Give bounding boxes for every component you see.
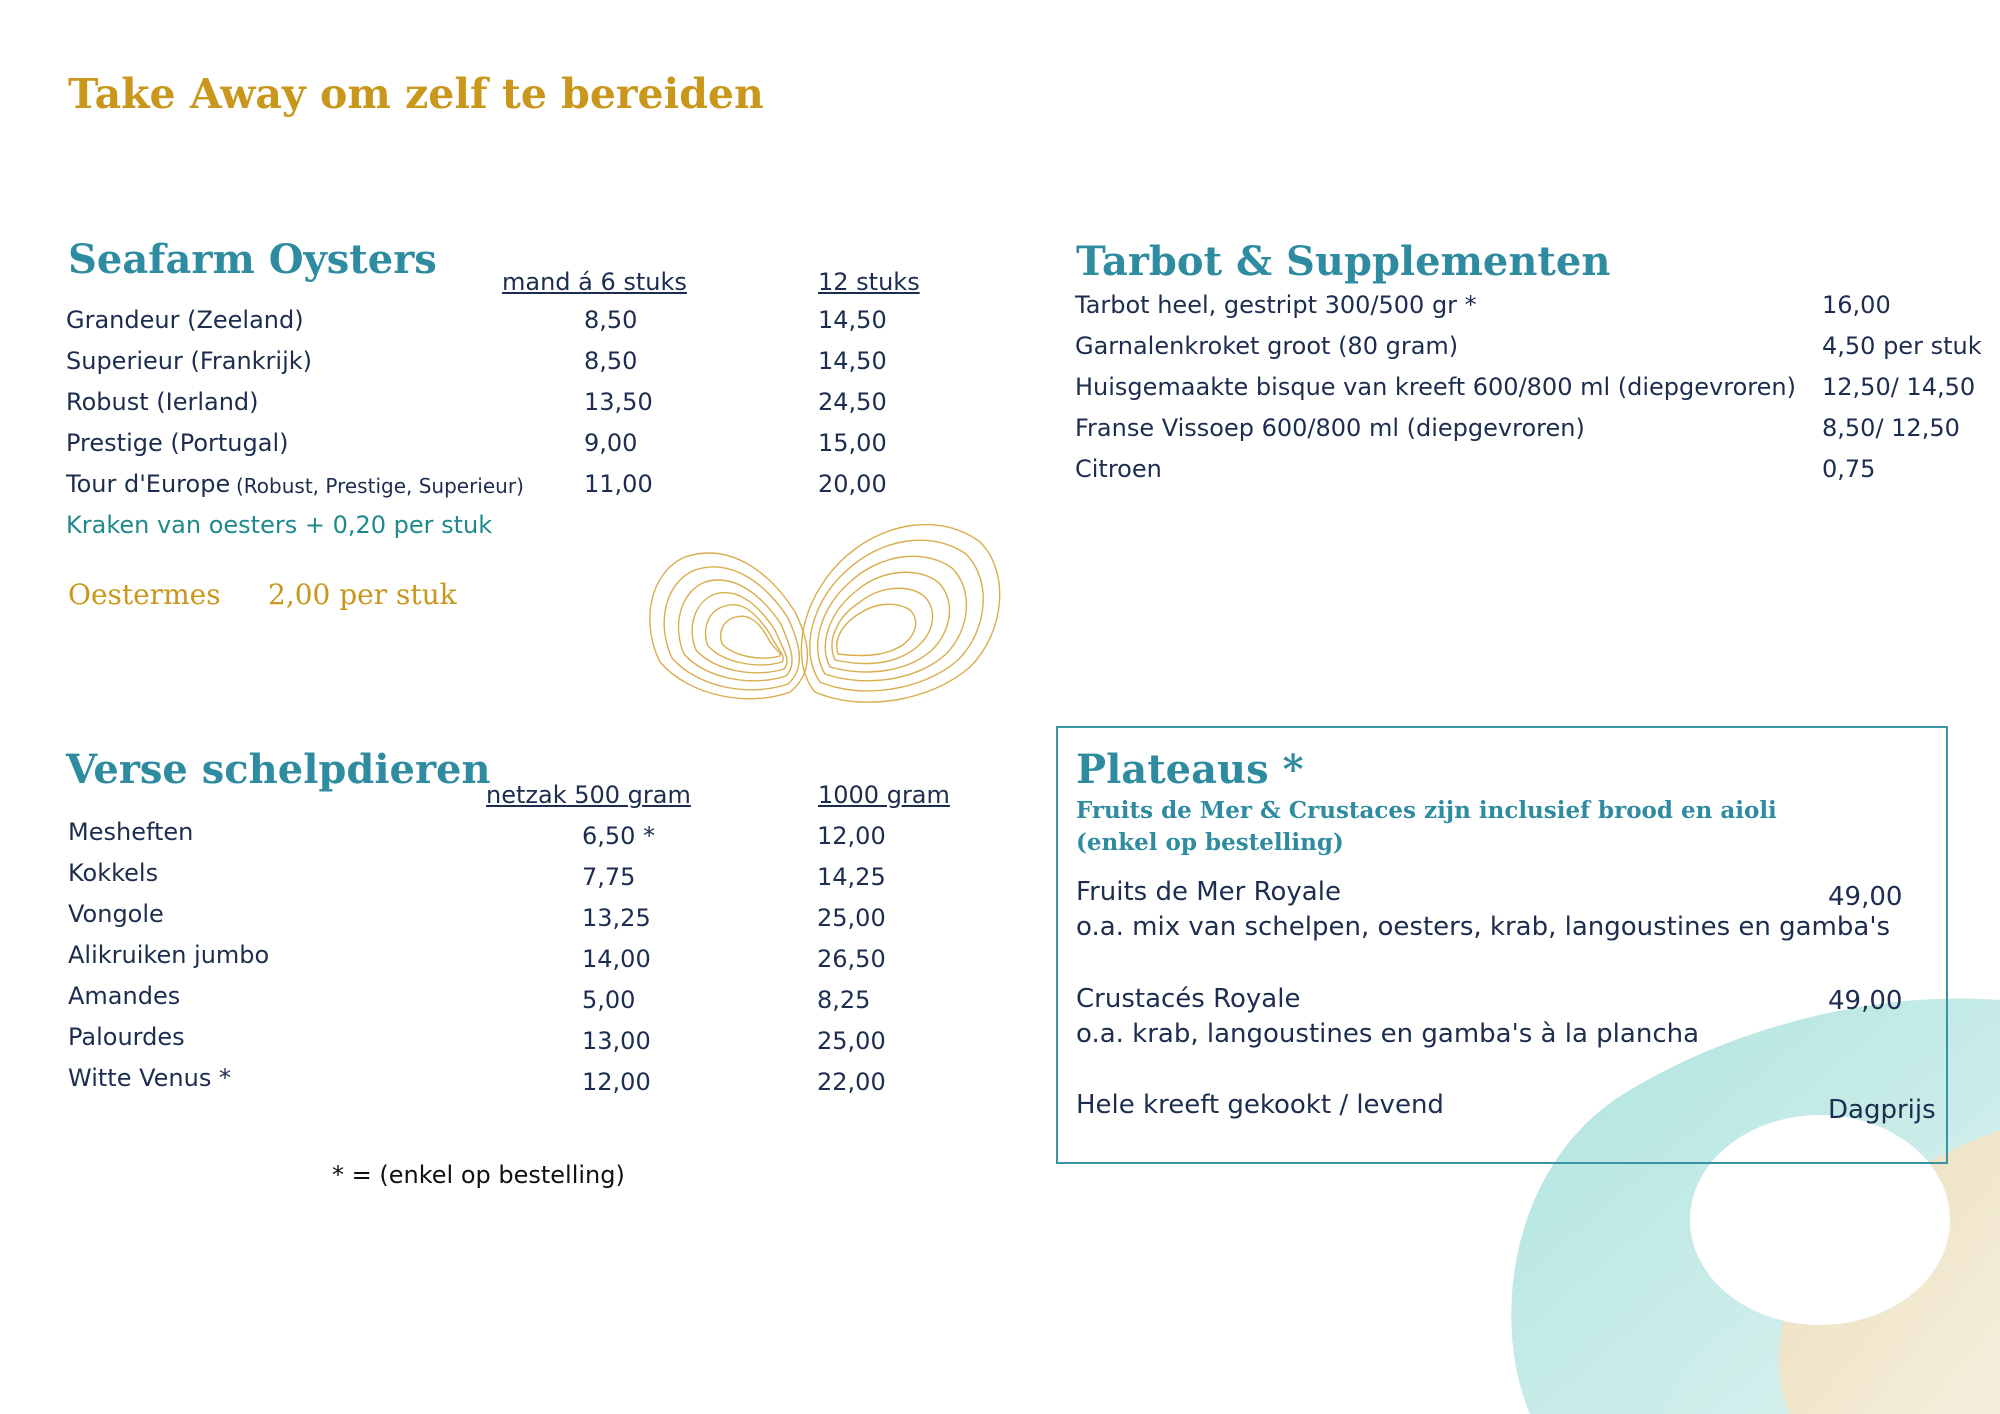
shellfish-price-1000: 8,25	[817, 986, 871, 1014]
footnote: * = (enkel op bestelling)	[332, 1161, 625, 1189]
shellfish-price-1000: 25,00	[817, 904, 886, 932]
shellfish-price-500: 6,50 *	[582, 822, 656, 850]
shellfish-price-1000: 12,00	[817, 822, 886, 850]
tarbot-item-name: Citroen	[1075, 455, 1162, 483]
oysters-col-6: mand á 6 stuks	[502, 268, 687, 296]
shellfish-name: Palourdes	[68, 1023, 185, 1051]
oestermes-label: Oestermes	[68, 578, 221, 611]
tarbot-item-name: Tarbot heel, gestript 300/500 gr *	[1075, 291, 1477, 319]
shellfish-price-500: 12,00	[582, 1068, 651, 1096]
oyster-name: Robust (Ierland)	[66, 388, 259, 416]
oyster-price-12: 24,50	[818, 388, 887, 416]
shellfish-col-1000: 1000 gram	[818, 781, 950, 809]
shellfish-price-1000: 22,00	[817, 1068, 886, 1096]
plateau-item-price: 49,00	[1828, 882, 1903, 912]
page-title: Take Away om zelf te bereiden	[68, 70, 764, 118]
tarbot-item-name: Franse Vissoep 600/800 ml (diepgevroren)	[1075, 414, 1585, 442]
tarbot-item-price: 8,50/ 12,50	[1822, 414, 1960, 442]
plateau-item-price: Dagprijs	[1828, 1095, 1936, 1125]
oyster-price-6: 8,50	[584, 347, 638, 375]
oyster-price-6: 11,00	[584, 470, 653, 498]
oyster-price-12: 20,00	[818, 470, 887, 498]
oyster-name: Prestige (Portugal)	[66, 429, 289, 457]
plateaus-heading: Plateaus *	[1076, 746, 1304, 793]
oyster-name: Tour d'Europe	[66, 470, 231, 498]
shellfish-price-500: 13,25	[582, 904, 651, 932]
oyster-name: Superieur (Frankrijk)	[66, 347, 313, 375]
plateau-item-desc: o.a. krab, langoustines en gamba's à la plancha	[1076, 1019, 1700, 1049]
shellfish-col-500: netzak 500 gram	[486, 781, 691, 809]
plateaus-subtitle: Fruits de Mer & Crustaces zijn inclusief brood en aioli	[1076, 797, 1777, 824]
oyster-price-6: 9,00	[584, 429, 638, 457]
oyster-price-12: 14,50	[818, 347, 887, 375]
tarbot-item-price: 4,50 per stuk	[1822, 332, 1982, 360]
tarbot-item-name: Huisgemaakte bisque van kreeft 600/800 ml (diepgevroren)	[1075, 373, 1796, 401]
plateaus-order-note: (enkel op bestelling)	[1076, 829, 1344, 856]
oyster-price-6: 13,50	[584, 388, 653, 416]
shellfish-name: Mesheften	[68, 818, 194, 846]
oyster-price-12: 15,00	[818, 429, 887, 457]
shellfish-heading: Verse schelpdieren	[66, 746, 491, 793]
oyster-price-12: 14,50	[818, 306, 887, 334]
plateau-item-price: 49,00	[1828, 986, 1903, 1016]
shellfish-price-1000: 14,25	[817, 863, 886, 891]
tarbot-heading: Tarbot & Supplementen	[1076, 238, 1611, 285]
shellfish-name: Witte Venus *	[68, 1064, 231, 1092]
shellfish-price-1000: 26,50	[817, 945, 886, 973]
shellfish-price-500: 7,75	[582, 863, 636, 891]
shellfish-name: Alikruiken jumbo	[68, 941, 270, 969]
oysters-col-12: 12 stuks	[818, 268, 920, 296]
plateau-item-desc: o.a. mix van schelpen, oesters, krab, langoustines en gamba's	[1076, 912, 1891, 942]
shellfish-name: Vongole	[68, 900, 164, 928]
plateau-item-name: Fruits de Mer Royale	[1076, 877, 1341, 907]
tarbot-item-price: 0,75	[1822, 455, 1876, 483]
oysters-heading: Seafarm Oysters	[68, 236, 437, 283]
shellfish-name: Amandes	[68, 982, 181, 1010]
oyster-note: (Robust, Prestige, Superieur)	[236, 474, 524, 498]
shellfish-price-1000: 25,00	[817, 1027, 886, 1055]
oyster-illustration	[640, 512, 1010, 712]
oyster-name: Grandeur (Zeeland)	[66, 306, 304, 334]
oestermes-price: 2,00 per stuk	[268, 578, 457, 611]
kraken-note: Kraken van oesters + 0,20 per stuk	[66, 511, 493, 539]
tarbot-item-price: 16,00	[1822, 291, 1891, 319]
shellfish-name: Kokkels	[68, 859, 159, 887]
plateau-item-name: Crustacés Royale	[1076, 984, 1301, 1014]
shellfish-price-500: 14,00	[582, 945, 651, 973]
plateau-item-name: Hele kreeft gekookt / levend	[1076, 1090, 1444, 1120]
oyster-price-6: 8,50	[584, 306, 638, 334]
shellfish-price-500: 5,00	[582, 986, 636, 1014]
tarbot-item-name: Garnalenkroket groot (80 gram)	[1075, 332, 1459, 360]
tarbot-item-price: 12,50/ 14,50	[1822, 373, 1976, 401]
shellfish-price-500: 13,00	[582, 1027, 651, 1055]
